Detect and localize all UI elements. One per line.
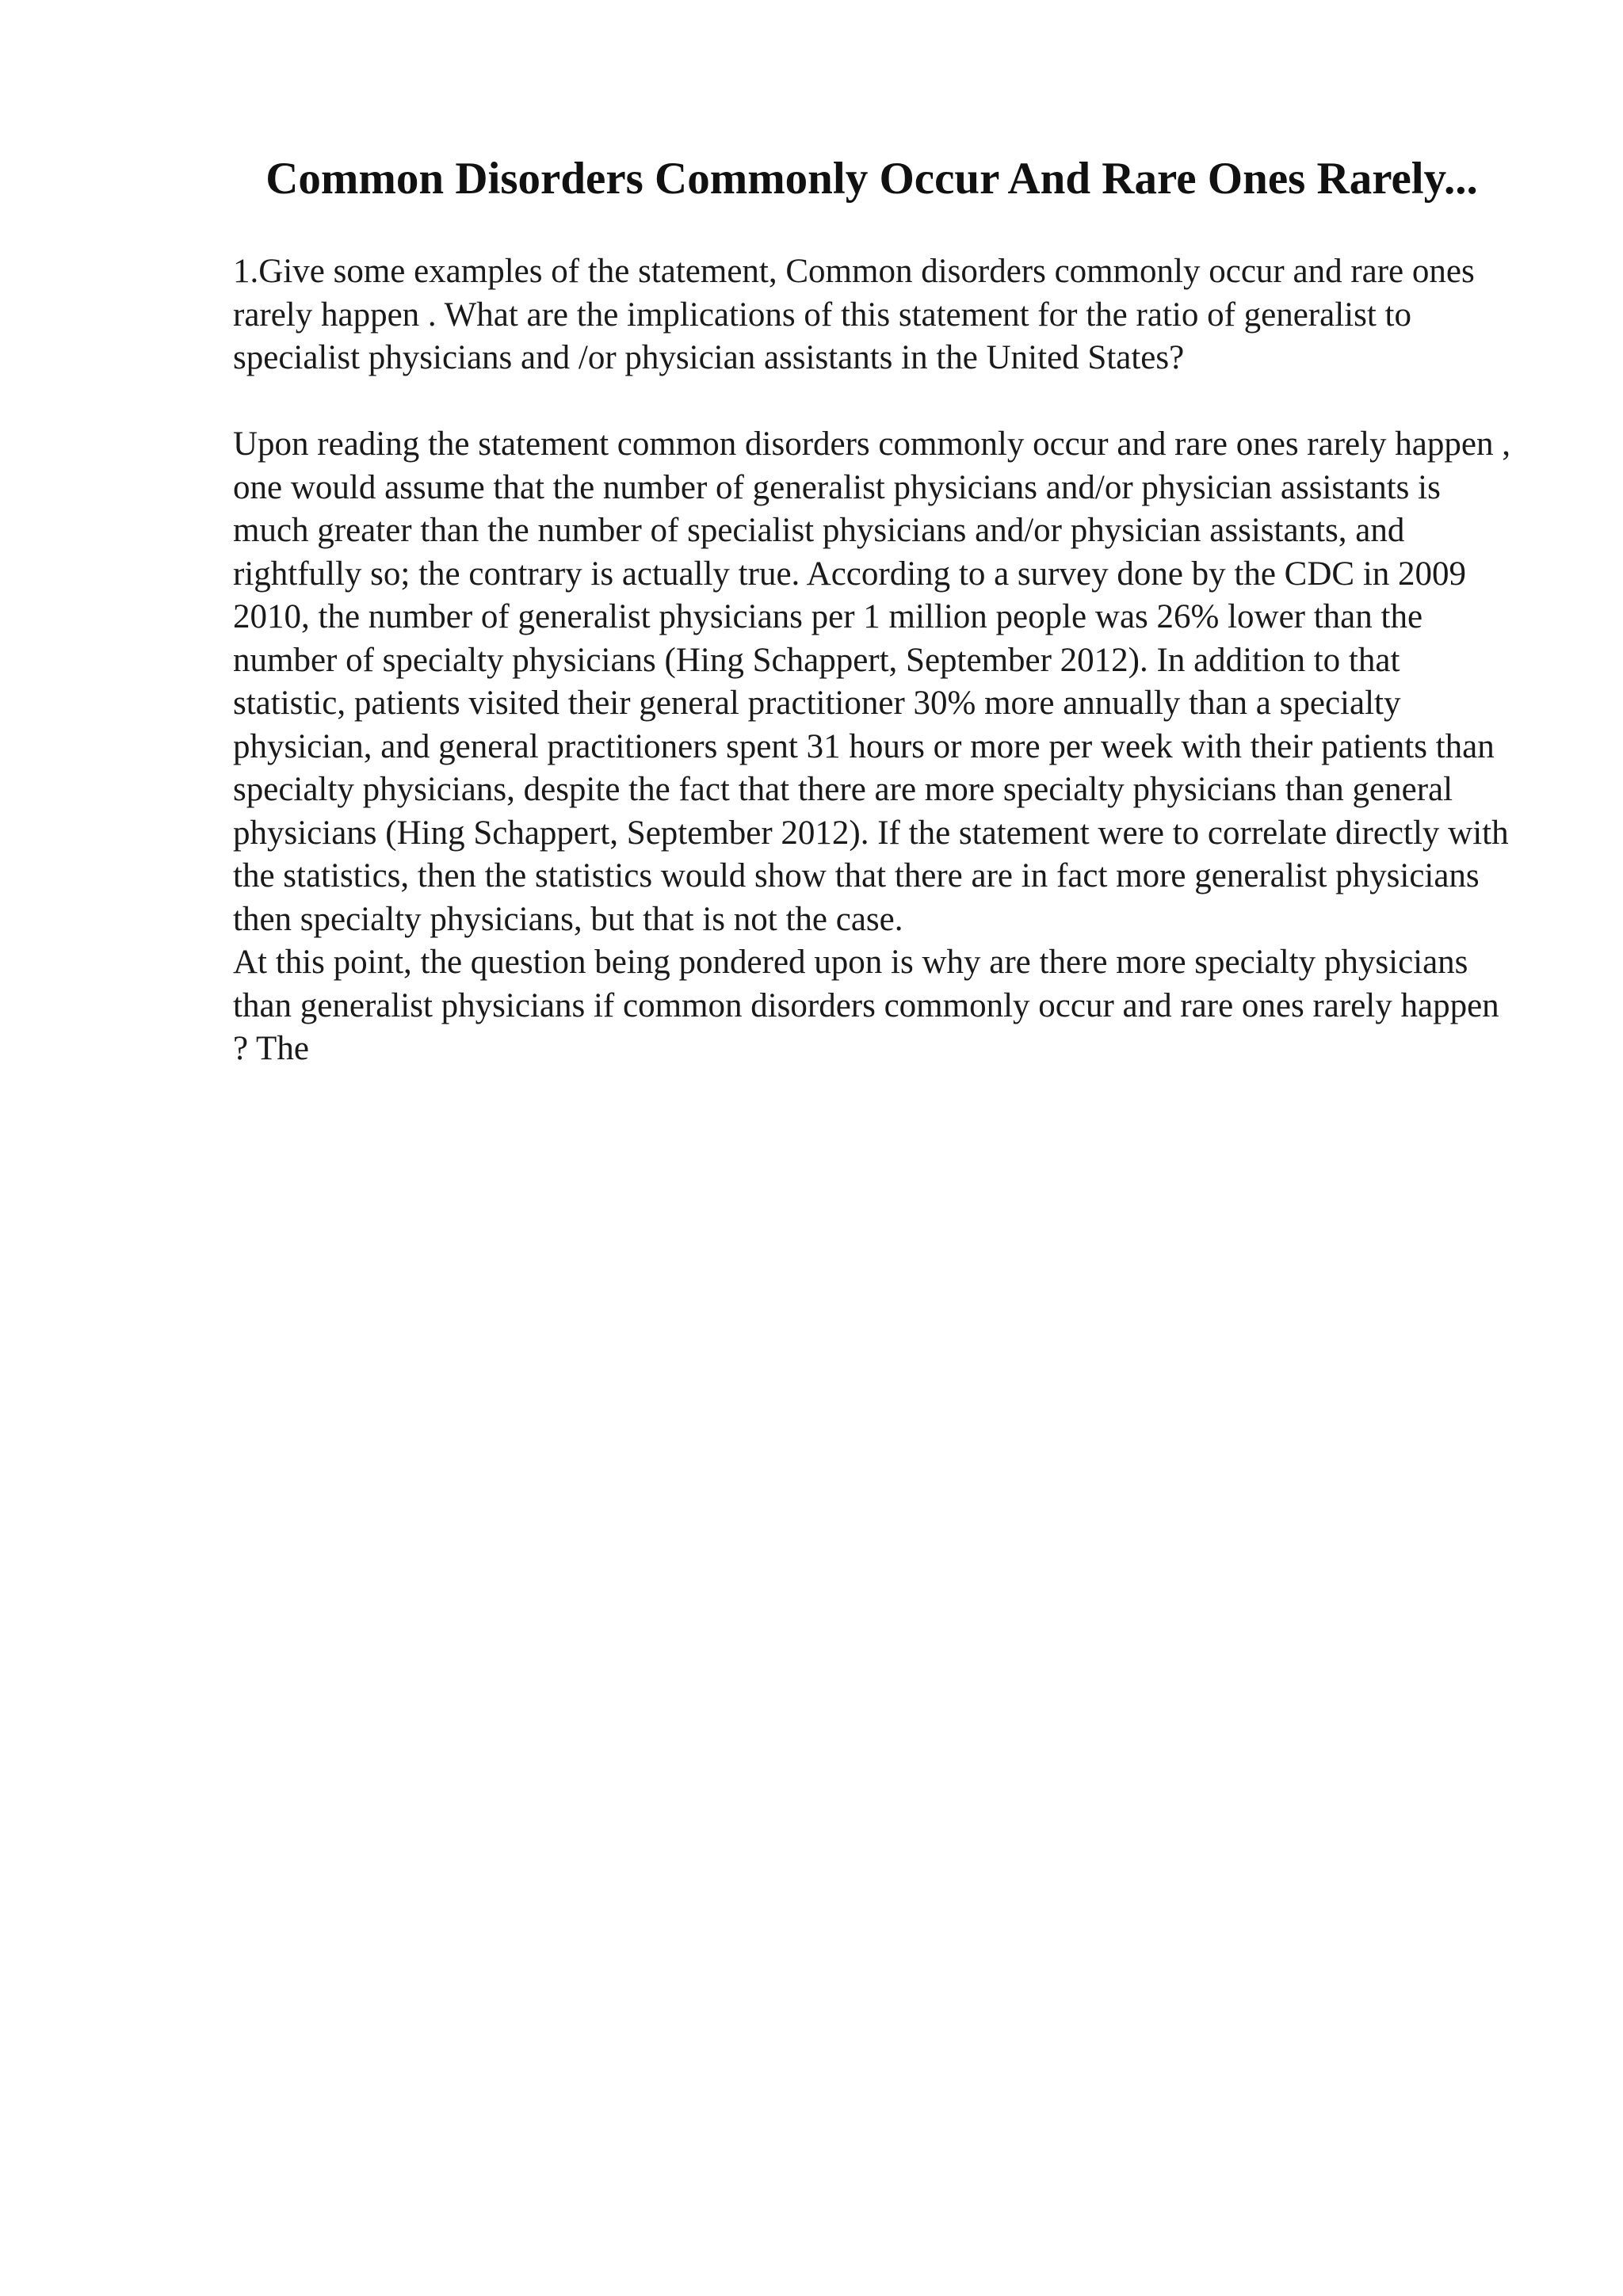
question-paragraph: 1.Give some examples of the statement, Common disorders commonly occur and rare ones rarely happen . What are the implications of this statement for the ratio of generalist to specialist physicians and /or physician assistants in the United States? xyxy=(233,253,1475,376)
body-paragraph-2: At this point, the question being pondered upon is why are there more specialty physicians than generalist physicians if common disorders commonly occur and rare ones rarely happen ? The xyxy=(233,944,1499,1067)
document-body xyxy=(233,151,1510,1071)
body-paragraph-1: Upon reading the statement common disorders commonly occur and rare ones rarely happen , one would assume that the number of generalist physicians and/or physician assistants is much greater than the number of specialist physicians and/or physician assistants, and rightfully so; the contrary is actually true. According to a survey done by the CDC in 2009 2010, the number of generalist physicians per 1 million people was 26% lower than the number of specialty physicians (Hing Schappert, September 2012). In addition to that statistic, patients visited their general practitioner 30% more annually than a specialty physician, and general practitioners spent 31 hours or more per week with their patients than specialty physicians, despite the fact that there are more specialty physicians than general physicians (Hing Schappert, September 2012). If the statement were to correlate directly with the statistics, then the statistics would show that there are in fact more generalist physicians then specialty physicians, but that is not the case. xyxy=(233,425,1510,938)
document-title: Common Disorders Commonly Occur And Rare Ones Rarely... xyxy=(265,154,1478,204)
